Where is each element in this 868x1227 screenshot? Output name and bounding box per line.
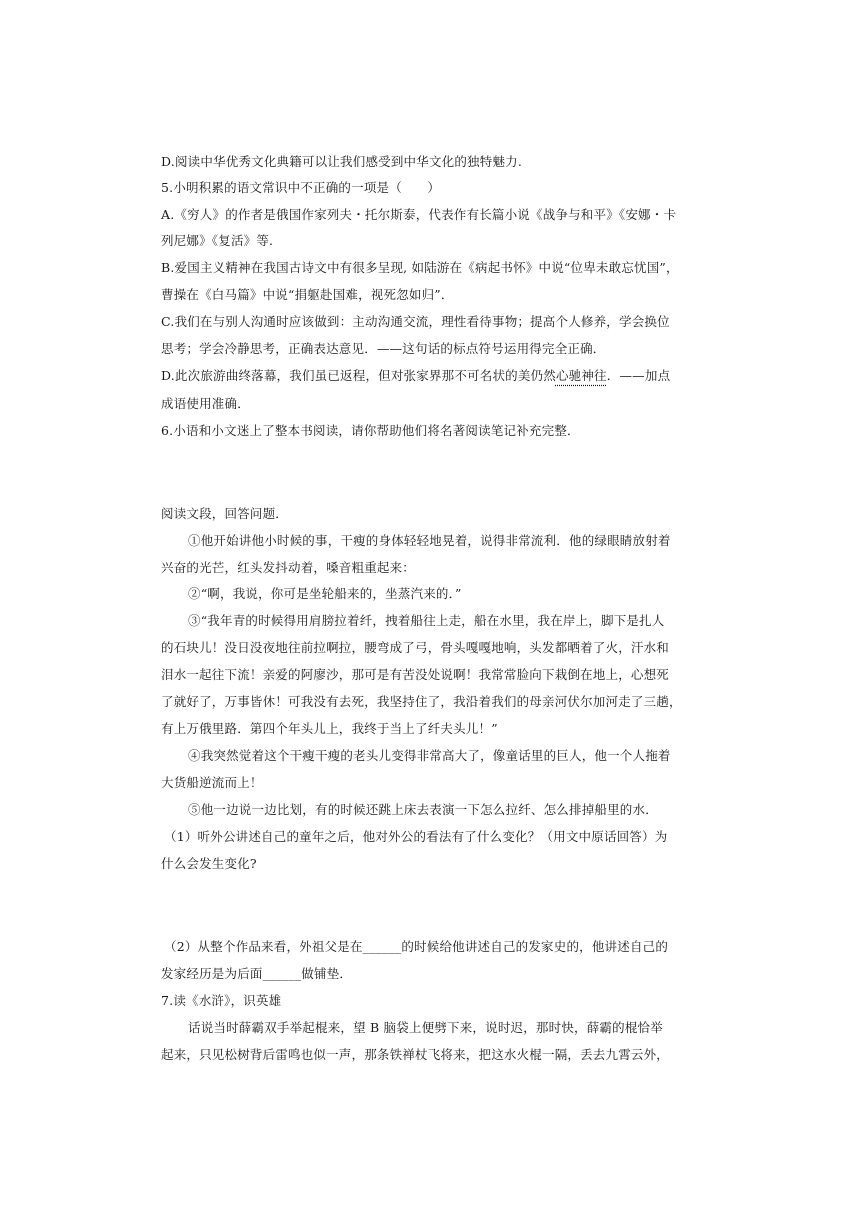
reading-subquestion2-line1: （2）从整个作品来看，外祖父是在______的时候给他讲述自己的发家史的，他讲述自己的 bbox=[164, 939, 669, 954]
q5-option-b-line1: B.爱国主义精神在我国古诗文中有很多呈现, 如陆游在《病起书怀》中说“位卑未敢忘忧国”， bbox=[161, 260, 679, 275]
reading-p2: ②“啊，我说，你可是坐轮船来的，坐蒸汽来的．” bbox=[188, 586, 462, 601]
q5-option-c-line1: C.我们在与别人沟通时应该做到：主动沟通交流，理性看待事物；提高个人修养，学会换位 bbox=[161, 314, 670, 329]
reading-p3-line1: ③“我年青的时候得用肩膀拉着纤，拽着船往上走，船在水里，我在岸上，脚下是扎人 bbox=[188, 613, 665, 628]
q5-option-b-line2: 曹操在《白马篇》中说“捐躯赴国难，视死忽如归”． bbox=[161, 287, 454, 302]
q5-option-c-line2: 思考；学会冷静思考，正确表达意见．——这句话的标点符号运用得完全正确． bbox=[161, 341, 606, 356]
reading-intro: 阅读文段，回答问题． bbox=[161, 506, 289, 521]
reading-p3-line5: 有上万俄里路．第四个年头儿上，我终于当上了纤夫头儿！” bbox=[161, 721, 498, 736]
reading-subquestion1-line2: 什么会发生变化? bbox=[161, 856, 257, 871]
q5-option-d-line1 bbox=[161, 364, 670, 388]
q5-stem: 5.小明积累的语文常识中不正确的一项是（ ） bbox=[161, 180, 441, 195]
q5-option-d-tail: ．——加点 bbox=[606, 368, 671, 383]
reading-subquestion1-line1: （1）听外公讲述自己的童年之后，他对外公的看法有了什么变化？（用文中原话回答）为 bbox=[164, 829, 668, 844]
reading-p4-line1: ④我突然觉着这个干瘦干瘦的老头儿变得非常高大了，像童话里的巨人，他一个人拖着 bbox=[188, 748, 671, 763]
reading-p3-line3: 泪水一起往下流！亲爱的阿廖沙，那可是有苦没处说啊！我常常脸向下栽倒在地上，心想死 bbox=[161, 667, 670, 682]
q6-stem: 6.小语和小文迷上了整本书阅读，请你帮助他们将名著阅读笔记补充完整． bbox=[161, 423, 580, 438]
q5-option-d-line2: 成语使用准确． bbox=[161, 396, 250, 411]
reading-p5: ⑤他一边说一边比划，有的时候还跳上床去表演一下怎么拉纤、怎么排掉船里的水． bbox=[188, 802, 658, 817]
reading-p4-line2: 大货船逆流而上！ bbox=[161, 775, 263, 790]
q7-passage-line1: 话说当时薛霸双手举起棍来，望 B 脑袋上便劈下来，说时迟，那时快，薛霸的棍恰举 bbox=[188, 1020, 663, 1035]
q5-option-d-text: D.此次旅游曲终落幕，我们虽已返程，但对张家界那不可名状的美仍然 bbox=[161, 368, 556, 383]
reading-subquestion2-line2: 发家经历是为后面______做铺垫． bbox=[161, 966, 353, 981]
q7-passage-line2: 起来，只见松树背后雷鸣也似一声，那条铁禅杖飞将来，把这水火棍一隔，丢去九霄云外， bbox=[161, 1047, 670, 1062]
q5-option-d-dotted-idiom: 心驰神往 bbox=[555, 368, 607, 383]
q5-option-a-line2: 列尼娜》《复活》等. bbox=[161, 233, 274, 248]
q4-option-d: D.阅读中华优秀文化典籍可以让我们感受到中华文化的独特魅力. bbox=[161, 154, 523, 169]
reading-p1-line2: 兴奋的光芒，红头发抖动着，嗓音粗重起来： bbox=[161, 560, 416, 575]
q5-option-a-line1: A.《穷人》的作者是俄国作家列夫・托尔斯泰，代表作有长篇小说《战争与和平》《安娜・卡 bbox=[161, 207, 677, 222]
reading-p1-line1: ①他开始讲他小时候的事，干瘦的身体轻轻地晃着，说得非常流利．他的绿眼睛放射着 bbox=[188, 533, 671, 548]
reading-p3-line4: 了就好了，万事皆休！可我没有去死，我坚持住了，我沿着我们的母亲河伏尔加河走了三趟， bbox=[161, 694, 682, 709]
reading-p3-line2: 的石块儿！没日没夜地往前拉啊拉，腰弯成了弓，骨头嘎嘎地响，头发都晒着了火，汗水和 bbox=[161, 640, 670, 655]
q7-stem: 7.读《水浒》，识英雄 bbox=[161, 993, 282, 1008]
